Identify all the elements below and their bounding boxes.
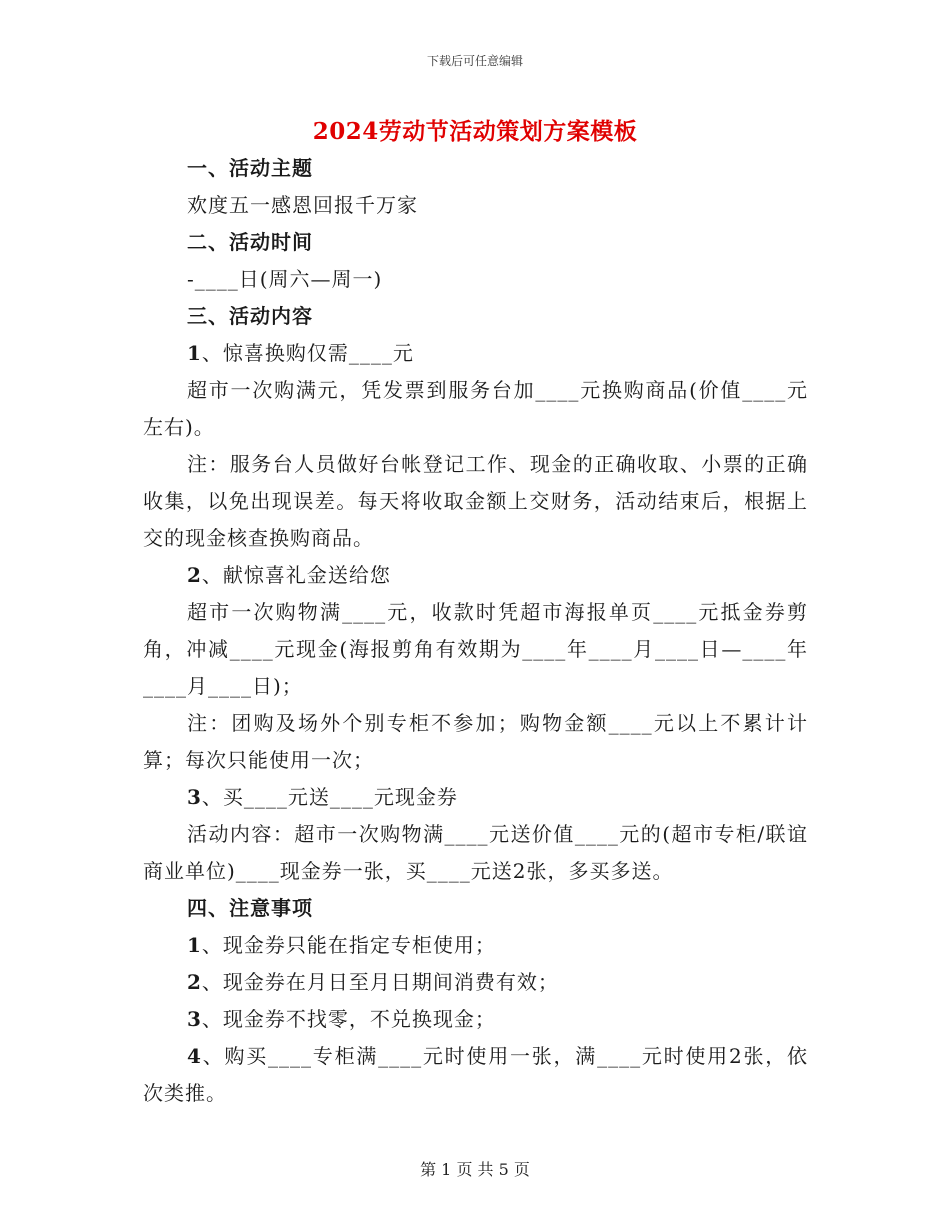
note-4 [143, 1038, 808, 1112]
time-text: -____日(周六—周一) [187, 267, 383, 291]
section-heading-notes: 四、注意事项 [187, 896, 313, 920]
item-1-title [143, 335, 808, 372]
page-footer: 第 1 页 共 5 页 [420, 1160, 530, 1179]
note-2-number: 2 [187, 970, 202, 994]
section-heading-content: 三、活动内容 [187, 304, 313, 328]
item-2-title [143, 557, 808, 594]
item-3-paragraph: 活动内容：超市一次购物满____元送价值____元的(超市专柜/联谊商业单位)____现金券一张，买____元送2张，多买多送。 [143, 822, 808, 883]
item-1-number: 1 [187, 341, 202, 365]
note-1-text: 、现金券只能在指定专柜使用； [201, 933, 496, 957]
item-2-number: 2 [187, 563, 202, 587]
note-1 [143, 927, 808, 964]
item-1-note: 注：服务台人员做好台帐登记工作、现金的正确收取、小票的正确收集，以免出现误差。每天将收取金额上交财务，活动结束后，根据上交的现金核查换购商品。 [143, 452, 808, 550]
item-2-paragraph: 超市一次购物满____元，收款时凭超市海报单页____元抵金券剪角，冲减____元现金(海报剪角有效期为____年____月____日—____年____月____日)； [143, 600, 808, 698]
item-3-title [143, 779, 808, 816]
section-heading-time: 二、活动时间 [187, 230, 313, 254]
item-2-title-text: 、献惊喜礼金送给您 [201, 563, 391, 587]
note-3 [143, 1001, 808, 1038]
page-header: 下载后可任意编辑 [426, 54, 523, 68]
theme-text: 欢度五一感恩回报千万家 [187, 193, 418, 217]
document-body [143, 150, 808, 1112]
note-2 [143, 964, 808, 1001]
note-4-number: 4 [187, 1044, 202, 1068]
note-2-text: 、现金券在月日至月日期间消费有效； [201, 970, 559, 994]
note-3-number: 3 [187, 1007, 202, 1031]
section-heading-theme: 一、活动主题 [187, 156, 313, 180]
document-title: 2024劳动节活动策划方案模板 [312, 118, 638, 145]
item-1-title-text: 、惊喜换购仅需____元 [201, 341, 414, 365]
note-4-text: 、购买____专柜满____元时使用一张，满____元时使用2张，依次类推。 [143, 1044, 808, 1105]
item-2-note: 注：团购及场外个别专柜不参加；购物金额____元以上不累计计算；每次只能使用一次； [143, 711, 808, 772]
note-3-text: 、现金券不找零，不兑换现金； [201, 1007, 496, 1031]
note-1-number: 1 [187, 933, 202, 957]
item-3-number: 3 [187, 785, 202, 809]
item-1-paragraph: 超市一次购满元，凭发票到服务台加____元换购商品(价值____元左右)。 [143, 378, 808, 439]
item-3-title-text: 、买____元送____元现金券 [201, 785, 458, 809]
